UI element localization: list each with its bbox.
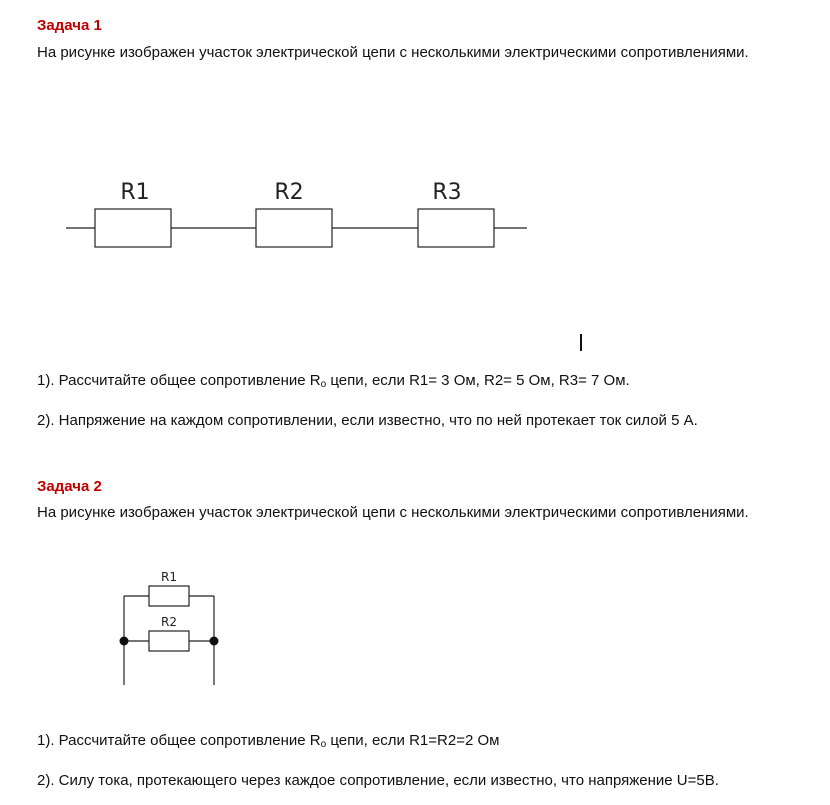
task2-title: Задача 2 [37, 478, 102, 495]
label-r1-parallel: R1 [161, 570, 177, 584]
task1-question1: 1). Рассчитайте общее сопротивление $R_o$ цепи, если R1= 3 Ом, R2= 5 Ом, R3= 7 Ом. [37, 372, 630, 390]
task2-question1: 1). Рассчитайте общее сопротивление $R_o$ цепи, если R1=R2=2 Ом [37, 732, 500, 750]
task1-title: Задача 1 [37, 17, 102, 34]
task1-question2: 2). Напряжение на каждом сопротивлении, если известно, что по ней протекает ток силой 5 А. [37, 412, 698, 429]
label-r1: R1 [120, 180, 150, 205]
label-r3: R3 [432, 180, 462, 205]
label-r2: R2 [274, 180, 304, 205]
junction-right [210, 637, 219, 646]
junction-left [120, 637, 129, 646]
label-r2-parallel: R2 [161, 615, 177, 629]
resistor-r1-parallel [149, 586, 189, 606]
task2-question2: 2). Силу тока, протекающего через каждое сопротивление, если известно, что напряжение U=5В. [37, 772, 719, 789]
task1-intro: На рисунке изображен участок электрической цепи с несколькими электрическими сопротивлениями. [37, 44, 749, 61]
task2-intro: На рисунке изображен участок электрической цепи с несколькими электрическими сопротивлениями. [37, 504, 749, 521]
resistor-r2-parallel [149, 631, 189, 651]
